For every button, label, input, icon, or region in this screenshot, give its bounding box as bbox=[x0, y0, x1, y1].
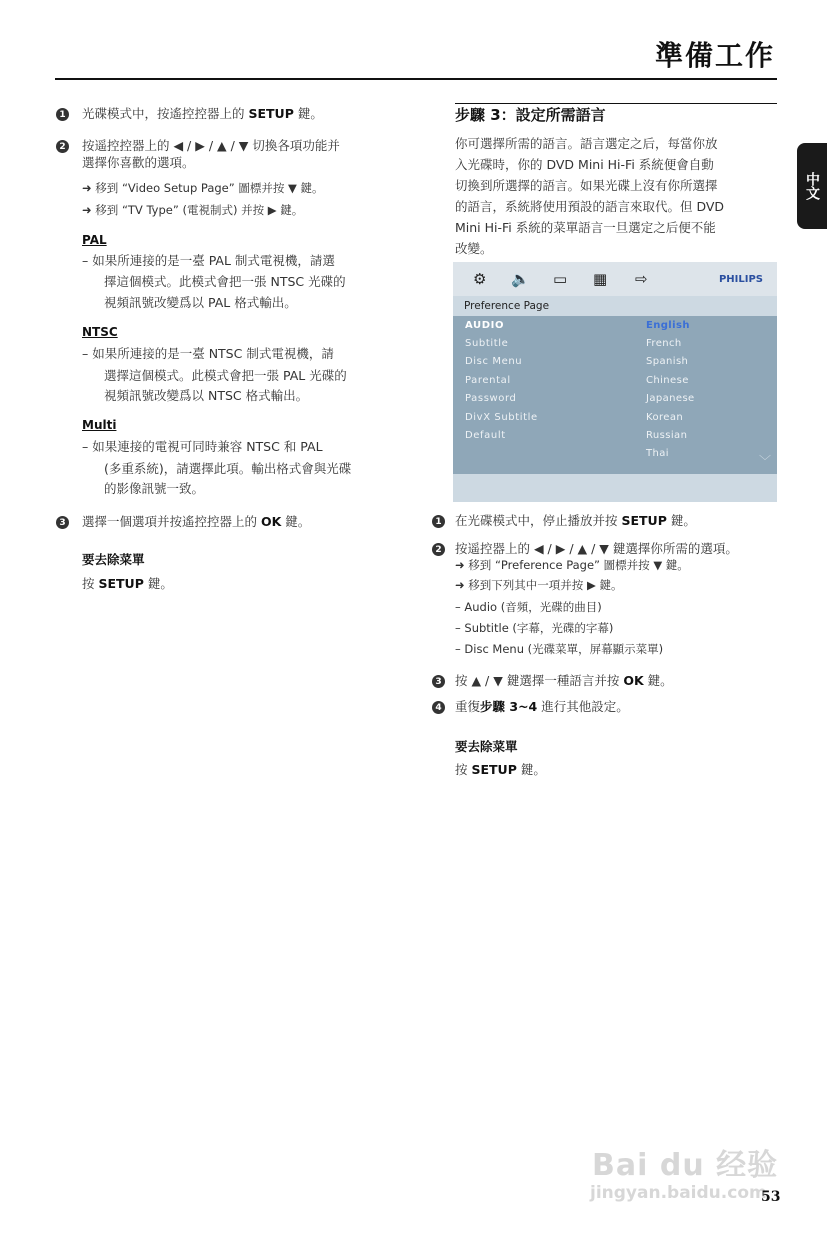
text: 按 bbox=[82, 576, 99, 591]
step-number: 3 bbox=[432, 675, 445, 688]
pal-text: 視頻訊號改變爲以 PAL 格式輸出。 bbox=[104, 295, 297, 310]
remove-menu-title: 要去除菜單 bbox=[82, 552, 145, 567]
setup-menu-screenshot bbox=[453, 262, 777, 502]
language-tab: 中文 bbox=[797, 143, 827, 229]
text: 鍵。 bbox=[666, 513, 696, 528]
key-label: OK bbox=[260, 514, 282, 529]
text: 進行其他設定。 bbox=[537, 699, 629, 714]
menu-option: Japanese bbox=[646, 393, 695, 404]
menu-option: French bbox=[646, 338, 682, 349]
menu-option: Thai bbox=[646, 448, 669, 459]
step-text bbox=[82, 104, 323, 123]
brand-logo: PHILIPS bbox=[718, 274, 763, 285]
menu-item: Password bbox=[465, 393, 517, 404]
menu-footer bbox=[453, 474, 777, 502]
multi-text: (多重系統)，請選擇此項。輸出格式會與光碟 bbox=[104, 461, 352, 476]
menu-item: AUDIO bbox=[465, 320, 505, 331]
text: 鍵。 bbox=[281, 514, 311, 529]
text: 按 bbox=[455, 762, 472, 777]
step-number: 2 bbox=[56, 140, 69, 153]
step-number: 4 bbox=[432, 701, 445, 714]
text: 在光碟模式中，停止播放并按 bbox=[455, 513, 622, 528]
menu-item: DivX Subtitle bbox=[465, 412, 538, 423]
pal-text: 擇這個模式。此模式會把一張 NTSC 光碟的 bbox=[104, 274, 346, 289]
menu-option: English bbox=[646, 320, 690, 331]
page-title: 準備工作 bbox=[654, 39, 775, 72]
menu-option: Spanish bbox=[646, 356, 689, 367]
ntsc-text: 視頻訊號改變爲以 NTSC 格式輸出。 bbox=[104, 388, 309, 403]
menu-page-title: Preference Page bbox=[453, 296, 777, 316]
header-rule bbox=[55, 78, 777, 80]
page-number: 53 bbox=[761, 1189, 781, 1205]
text: 光碟模式中，按遙控控器上的 bbox=[82, 106, 249, 121]
remove-menu-text bbox=[82, 574, 173, 593]
exit-icon: ⇨ bbox=[635, 270, 648, 288]
section-title-multi: Multi bbox=[82, 418, 117, 432]
text: 選擇一個選項并按遙控控器上的 bbox=[82, 514, 261, 529]
intro-line: 切換到所選擇的語言。如果光碟上沒有你所選擇 bbox=[455, 178, 718, 193]
step-text: 按遥控器上的 ◀ / ▶ / ▲ / ▼ 鍵選擇你所需的選項。 bbox=[455, 541, 738, 556]
menu-icon-bar bbox=[453, 262, 777, 296]
substep-text: ➜ 移到 “TV Type” (電視制式) 并按 ▶ 鍵。 bbox=[82, 203, 304, 217]
pal-text: – 如果所連接的是一臺 PAL 制式電視機，請選 bbox=[82, 253, 335, 268]
step-text: 選擇你喜歡的選項。 bbox=[82, 155, 195, 170]
speaker-icon: 🔈 bbox=[511, 270, 530, 288]
step-text bbox=[455, 697, 629, 716]
text: 按 ▲ / ▼ 鍵選擇一種語言并按 bbox=[455, 673, 624, 688]
step-number: 2 bbox=[432, 543, 445, 556]
watermark-url: jingyan.baidu.com bbox=[590, 1183, 767, 1203]
bold-text: 步驟 3~4 bbox=[480, 699, 538, 714]
step-number: 1 bbox=[56, 108, 69, 121]
intro-line: 入光碟時，你的 DVD Mini Hi-Fi 系統便會自動 bbox=[455, 157, 714, 172]
key-label: SETUP bbox=[471, 762, 517, 777]
intro-line: 的語言，系統將使用預設的語言來取代。但 DVD bbox=[455, 199, 725, 214]
intro-line: 改變。 bbox=[455, 241, 493, 256]
step-text bbox=[82, 512, 310, 531]
menu-item: Subtitle bbox=[465, 338, 509, 349]
step-number: 1 bbox=[432, 515, 445, 528]
key-label: SETUP bbox=[98, 576, 144, 591]
ntsc-text: 選擇這個模式。此模式會把一張 PAL 光碟的 bbox=[104, 368, 347, 383]
substep-text: ➜ 移到 “Preference Page” 圖標并按 ▼ 鍵。 bbox=[455, 558, 689, 572]
ntsc-text: – 如果所連接的是一臺 NTSC 制式電視機，請 bbox=[82, 346, 334, 361]
option-text: – Subtitle (字幕，光碟的字幕) bbox=[455, 621, 614, 635]
text: 鍵。 bbox=[293, 106, 323, 121]
section-title-ntsc: NTSC bbox=[82, 325, 118, 339]
menu-option: Russian bbox=[646, 430, 688, 441]
menu-item: Default bbox=[465, 430, 506, 441]
multi-text: 的影像訊號一致。 bbox=[104, 481, 205, 496]
substep-text: ➜ 移到下列其中一項并按 ▶ 鍵。 bbox=[455, 578, 623, 592]
step-text: 按遥控控器上的 ◀ / ▶ / ▲ / ▼ 切換各項功能并 bbox=[82, 138, 340, 153]
substep-text: ➜ 移到 “Video Setup Page” 圖標并按 ▼ 鍵。 bbox=[82, 181, 324, 195]
step-text bbox=[455, 511, 696, 530]
watermark-logo: Bai du 经验 bbox=[592, 1148, 779, 1183]
intro-line: 你可選擇所需的語言。語言選定之后，每當你放 bbox=[455, 136, 718, 151]
grid-icon: ▦ bbox=[593, 270, 608, 288]
section-title-pal: PAL bbox=[82, 233, 107, 247]
menu-option: Korean bbox=[646, 412, 684, 423]
multi-text: – 如果連接的電視可同時兼容 NTSC 和 PAL bbox=[82, 439, 323, 454]
screen-icon: ▭ bbox=[553, 270, 568, 288]
step-text bbox=[455, 671, 673, 690]
intro-line: Mini Hi-Fi 系統的菜單語言一旦選定之后便不能 bbox=[455, 220, 716, 235]
key-label: OK bbox=[623, 673, 644, 688]
remove-menu-title: 要去除菜單 bbox=[455, 739, 518, 754]
option-text: – Audio (音頻，光碟的曲目) bbox=[455, 600, 602, 614]
menu-item: Parental bbox=[465, 375, 511, 386]
text: 鍵。 bbox=[643, 673, 673, 688]
chevron-down-icon: ﹀ bbox=[758, 454, 771, 468]
menu-option: Chinese bbox=[646, 375, 689, 386]
text: 重復 bbox=[455, 699, 481, 714]
key-label: SETUP bbox=[621, 513, 667, 528]
option-text: – Disc Menu (光碟菜單，屏幕顯示菜單) bbox=[455, 642, 664, 656]
gear-icon: ⚙ bbox=[473, 270, 487, 288]
remove-menu-text bbox=[455, 760, 546, 779]
key-label: SETUP bbox=[248, 106, 294, 121]
text: 鍵。 bbox=[516, 762, 546, 777]
menu-item: Disc Menu bbox=[465, 356, 523, 367]
step-number: 3 bbox=[56, 516, 69, 529]
section-heading: 步驟 3：設定所需語言 bbox=[455, 106, 606, 124]
text: 鍵。 bbox=[143, 576, 173, 591]
